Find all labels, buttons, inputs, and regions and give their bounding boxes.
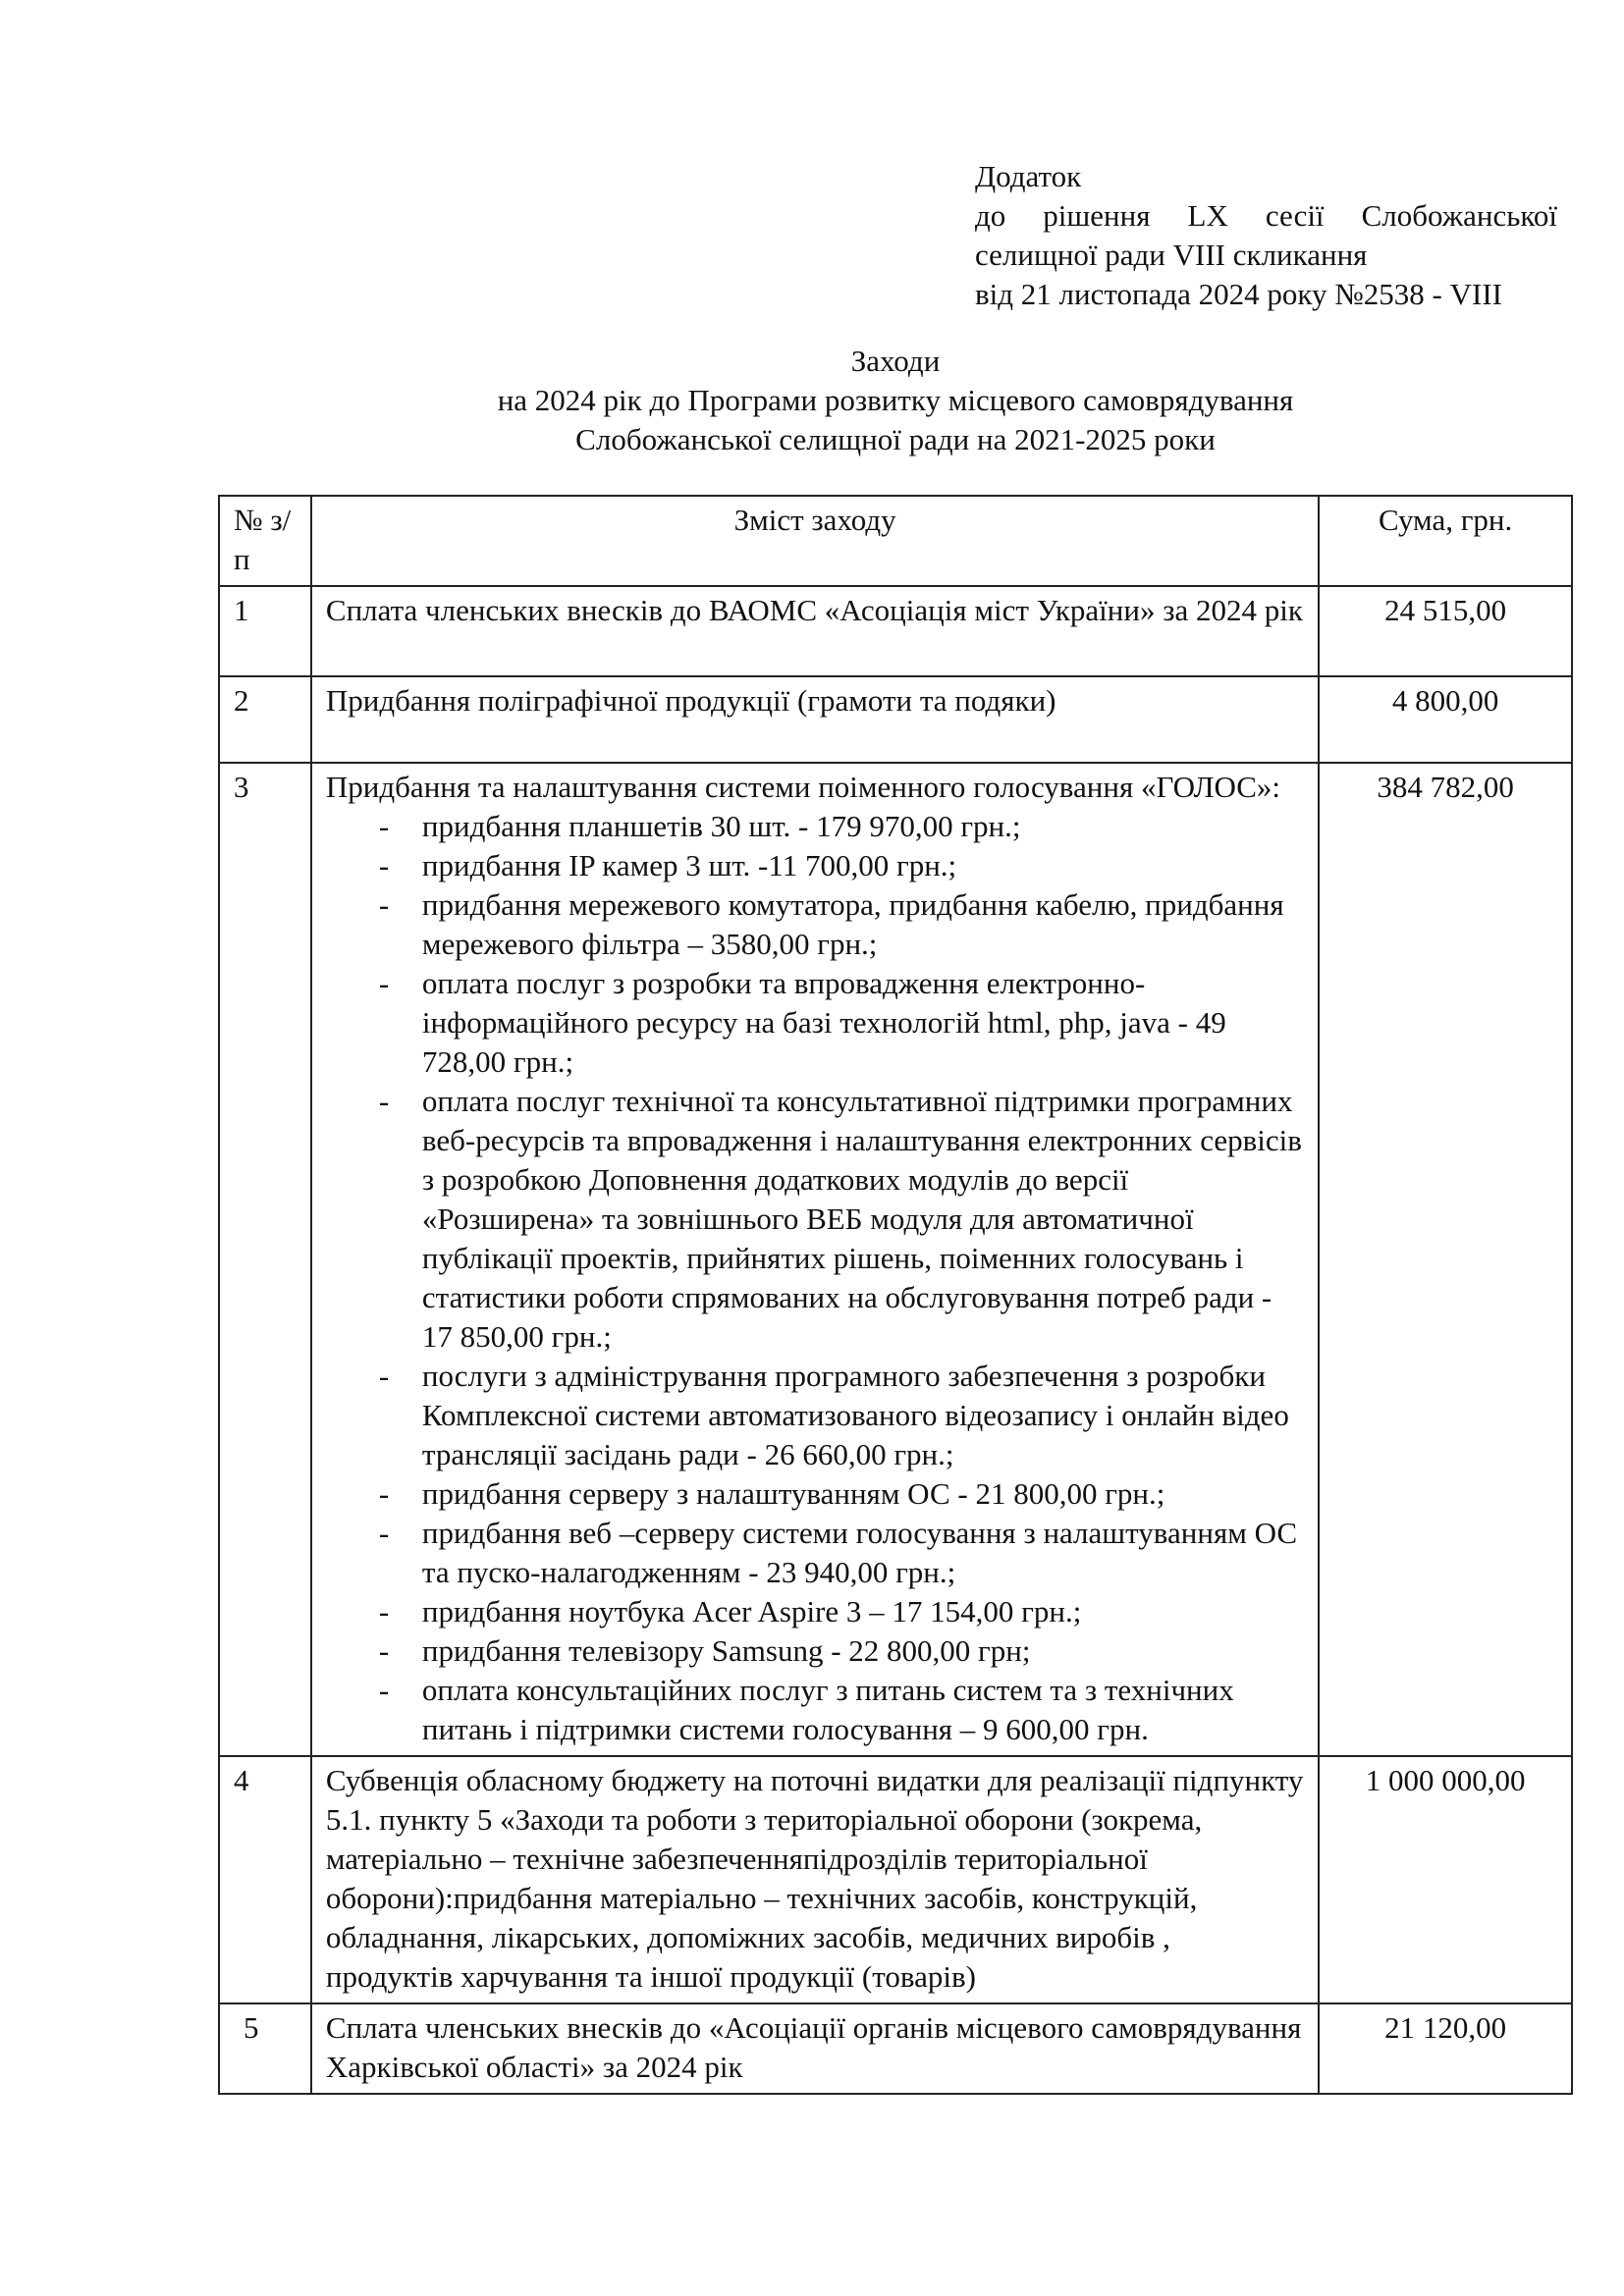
heading-subtitle-2: Слобожанської селищної ради на 2021-2025 роки [575, 422, 1216, 456]
table-row [219, 586, 1572, 676]
row-num: 1 [219, 586, 311, 676]
table-row [219, 2003, 1572, 2094]
list-item: - придбання серверу з налаштуванням ОС - 21 800,00 грн.; [379, 1474, 1304, 1514]
annex-block [975, 157, 1557, 314]
row-sum: 21 120,00 [1319, 2003, 1572, 2094]
table-row [219, 676, 1572, 763]
row-num: 5 [219, 2003, 311, 2094]
row-sum: 4 800,00 [1319, 676, 1572, 763]
row-sum: 384 782,00 [1319, 763, 1572, 1756]
row-num: 3 [219, 763, 311, 1756]
measures-table [218, 495, 1573, 2095]
header-sum: Сума, грн. [1319, 496, 1572, 586]
list-item: - придбання планшетів 30 шт. - 179 970,00 грн.; [379, 807, 1304, 846]
annex-date-number: від 21 листопада 2024 року №2538 - VIII [975, 277, 1502, 311]
row-content: Сплата членських внесків до «Асоціації органів місцевого самоврядування Харківської області» за 2024 рік [311, 2003, 1319, 2094]
list-item: - придбання телевізору Samsung - 22 800,00 грн; [379, 1631, 1304, 1671]
row-content: Придбання поліграфічної продукції (грамоти та подяки) [311, 676, 1319, 763]
list-item: - придбання IP камер 3 шт. -11 700,00 грн.; [379, 846, 1304, 885]
heading-title: Заходи [850, 344, 941, 378]
row-content: Субвенція обласному бюджету на поточні видатки для реалізації підпункту 5.1. пункту 5 «Заходи та роботи з територіальної оборони (зокрема, матеріально – технічне забезпеченняпідрозділів територіальної оборони):придбання матеріально – технічних засобів, конструкцій, обладнання, лікарських, допоміжних засобів, медичних виробів , продуктів харчування та іншої продукції (товарів) [311, 1756, 1319, 2003]
table-header-row [219, 496, 1572, 586]
row-sum: 24 515,00 [1319, 586, 1572, 676]
list-item: - придбання веб –серверу системи голосування з налаштуванням ОС та пуско-налагодженням - 23 940,00 грн.; [379, 1514, 1304, 1592]
row-num: 4 [219, 1756, 311, 2003]
row-num: 2 [219, 676, 311, 763]
list-item: - придбання ноутбука Acer Aspire 3 – 17 154,00 грн.; [379, 1592, 1304, 1631]
document-heading [218, 342, 1573, 459]
purchase-list [326, 807, 1304, 1749]
table-row [219, 1756, 1572, 2003]
heading-subtitle: на 2024 рік до Програми розвитку місцевого самоврядування [497, 383, 1294, 417]
row-content-lead: Придбання та налаштування системи поіменного голосування «ГОЛОС»: [325, 770, 1281, 804]
row-content [311, 763, 1319, 1756]
list-item: - оплата послуг з розробки та впровадження електронно-інформаційного ресурсу на базі технологій html, php, java - 49 728,00 грн.; [379, 964, 1304, 1082]
header-num: № з/п [219, 496, 311, 586]
list-item: - послуги з адміністрування програмного забезпечення з розробки Комплексної системи автоматизованого відеозапису і онлайн відео трансляції засідань ради - 26 660,00 грн.; [379, 1357, 1304, 1474]
table-row [219, 763, 1572, 1756]
list-item: - придбання мережевого комутатора, придбання кабелю, придбання мережевого фільтра – 3580,00 грн.; [379, 885, 1304, 964]
annex-decision: до рішення LX сесії Слобожанської [975, 198, 1557, 233]
row-sum: 1 000 000,00 [1319, 1756, 1572, 2003]
annex-title: Додаток [975, 159, 1082, 193]
row-content: Сплата членських внесків до ВАОМС «Асоціація міст України» за 2024 рік [311, 586, 1319, 676]
header-content: Зміст заходу [311, 496, 1319, 586]
list-item: - оплата послуг технічної та консультативної підтримки програмних веб-ресурсів та впровадження і налаштування електронних сервісів з розробкою Доповнення додаткових модулів до версії «Розширена» та зовнішнього ВЕБ модуля для автоматичної публікації проектів, прийнятих рішень, поіменних голосувань і статистики роботи спрямованих на обслуговування потреб ради - 17 850,00 грн.; [379, 1082, 1304, 1357]
annex-council: селищної ради VIII скликання [975, 238, 1368, 272]
list-item: - оплата консультаційних послуг з питань систем та з технічних питань і підтримки системи голосування – 9 600,00 грн. [379, 1671, 1304, 1749]
